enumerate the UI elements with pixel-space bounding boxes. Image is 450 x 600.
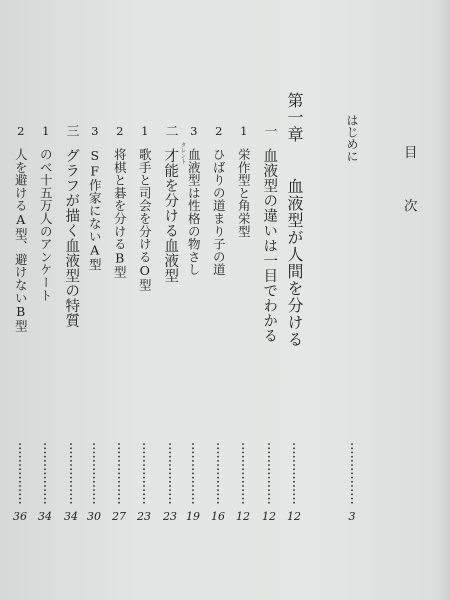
item-title: 人を避けるA型、避けないB型 [13, 148, 29, 333]
item-entry[interactable] [106, 0, 132, 600]
toc-heading: 目 次 [400, 145, 417, 224]
item-entry[interactable] [32, 0, 58, 600]
intro-entry[interactable] [339, 0, 365, 600]
leader-dots [19, 442, 21, 504]
page-edge-shadow [436, 0, 450, 600]
leader-dots [293, 442, 295, 504]
item-number: 2 [13, 124, 28, 138]
item-page-number: 27 [112, 510, 126, 523]
section-page-number: 12 [262, 510, 276, 523]
leader-dots [70, 442, 72, 504]
section-title: グラフが描く血液型の特質 [63, 148, 80, 328]
item-title: 将棋と碁を分けるB型 [112, 148, 128, 279]
leader-dots [351, 442, 353, 504]
item-title: 栄作型と角栄型 [236, 148, 252, 238]
section-page-number: 23 [163, 510, 177, 523]
section-entry[interactable] [58, 0, 84, 600]
item-title: SF作家にないA型 [87, 148, 103, 271]
leader-dots [242, 442, 244, 504]
section-number: 二 [162, 124, 178, 137]
item-entry[interactable] [230, 0, 256, 600]
section-number: 三 [63, 124, 79, 137]
item-page-number: 30 [87, 510, 101, 523]
chapter-title: 血液型が人間を分ける [285, 178, 304, 348]
section-number: 一 [261, 124, 277, 137]
section-entry[interactable] [157, 0, 186, 600]
chapter-page-number: 12 [287, 510, 301, 523]
section-ruby: タレント [179, 142, 186, 164]
item-page-number: 23 [137, 510, 151, 523]
item-number: 2 [211, 124, 226, 138]
item-entry[interactable] [180, 0, 206, 600]
item-page-number: 12 [236, 510, 250, 523]
item-entry[interactable] [205, 0, 231, 600]
leader-dots [169, 442, 171, 504]
item-title: ひばりの道まり子の道 [211, 148, 227, 276]
item-number: 1 [236, 124, 251, 138]
section-page-number: 34 [64, 510, 78, 523]
leader-dots [268, 442, 270, 504]
intro-title: はじめに [345, 114, 359, 162]
item-number: 3 [87, 124, 102, 138]
item-number: 2 [112, 124, 127, 138]
item-title: 歌手と司会を分けるO型 [137, 148, 153, 292]
item-number: 1 [137, 124, 152, 138]
item-title: のべ十五万人のアンケート [38, 148, 54, 302]
leader-dots [93, 442, 95, 504]
item-number: 1 [38, 124, 53, 138]
item-entry[interactable] [81, 0, 107, 600]
item-page-number: 34 [38, 510, 52, 523]
leader-dots [44, 442, 46, 504]
item-page-number: 19 [186, 510, 200, 523]
chapter-heading: 第一章 [285, 92, 304, 143]
intro-page-number: 3 [348, 510, 356, 523]
item-entry[interactable] [131, 0, 157, 600]
toc-heading-column [395, 0, 421, 600]
leader-dots [217, 442, 219, 504]
item-page-number: 16 [211, 510, 225, 523]
section-title: 才能を分ける血液型 [162, 148, 179, 283]
item-title: 血液型は性格の物さし [186, 148, 202, 276]
section-title: 血液型の違いは一目でわかる [261, 148, 278, 343]
leader-dots [143, 442, 145, 504]
chapter-entry[interactable] [281, 0, 307, 600]
leader-dots [192, 442, 194, 504]
item-number: 3 [186, 124, 201, 138]
leader-dots [118, 442, 120, 504]
section-entry[interactable] [256, 0, 282, 600]
item-page-number: 36 [13, 510, 27, 523]
item-entry[interactable] [7, 0, 33, 600]
